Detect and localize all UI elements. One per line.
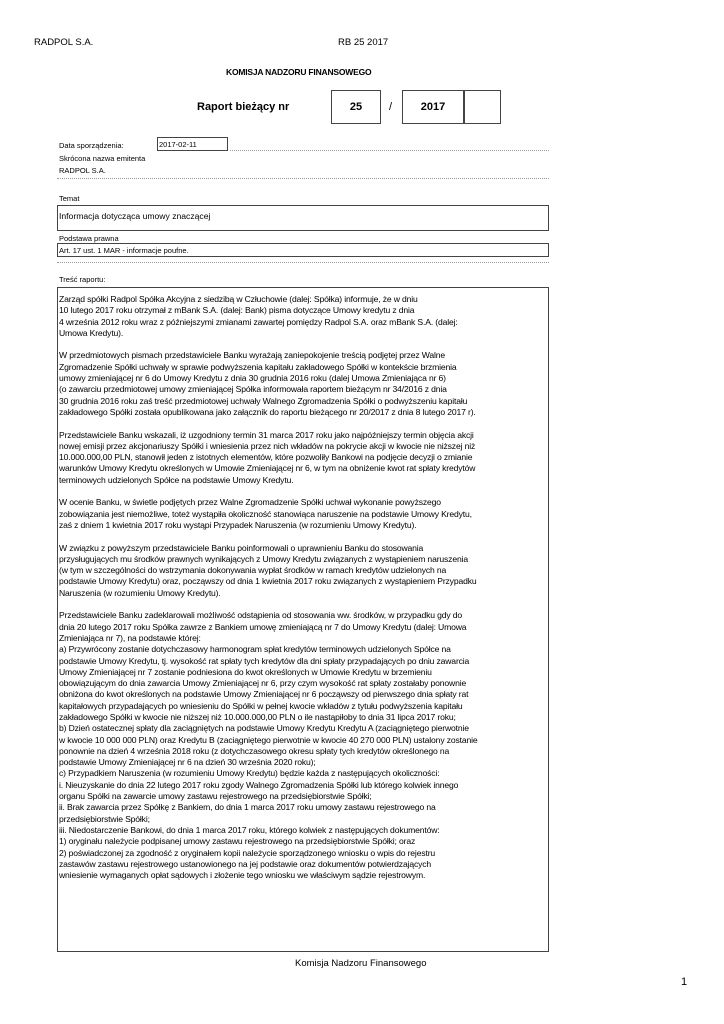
report-number: 25 [349,101,363,113]
report-year: 2017 [420,101,446,113]
issuer-value: RADPOL S.A. [59,166,106,175]
divider [230,150,549,151]
date-value: 2017-02-11 [159,140,197,149]
content-box [57,287,549,952]
header-report-code: RB 25 2017 [338,37,389,48]
date-box [157,137,228,151]
report-number-box [331,90,381,124]
report-extra-box [464,90,501,124]
header-company: RADPOL S.A. [34,37,94,48]
content-paragraph: W ocenie Banku, w świetle podjętych przez Walne Zgromadzenie Spółki uchwał wykonanie powyższego zobowiązania jest niemożliwe, toteż wystąpiła okoliczność stanowiąca naruszenie na podstawie Umowy Kredytu, zaś z dniem 1 kwietnia 2017 roku wystąpi Przypadek Naruszenia (w rozumieniu Umowy Kredytu). [59,497,472,530]
page-number: 1 [681,976,688,988]
report-year-box [402,90,464,124]
report-label: Raport bieżący nr [197,101,290,113]
footer-authority: Komisja Nadzoru Finansowego [295,958,427,969]
legal-basis-box [57,243,549,257]
report-separator: / [389,101,393,113]
subject-label: Temat [59,194,80,203]
content-paragraph: W związku z powyższym przedstawiciele Banku poinformowali o uprawnieniu Banku do stosowania przysługujących mu środków prawnych wynikających z Umowy Kredytu związanych z wystąpieniem naruszenia (w tym w szczególności do wstrzymania dokonywania wypłat środków w ramach kredytów udzielonych na podstawie Umowy Kredytu) oraz, począwszy od dnia 1 kwietnia 2017 roku związanych z wystąpieniem Przypadku Naruszenia (w rozumieniu Umowy Kredytu). [59,542,477,598]
content-paragraph: Przedstawiciele Banku zadeklarowali możliwość odstąpienia od stosowania ww. środków, w przypadku gdy do dnia 20 lutego 2017 roku Spółka zawrze z Bankiem umowę zmieniającą nr 7 do Umowy Kredytu (dalej: Umowa Zmieniająca nr 7), na podstawie której: a) Przywrócony zostanie dotychczasowy harmonogram spłat kredytów terminowych udzielonych Spółce na podstawie Umowy Kredytu, tj. wysokość rat spłaty tych kredytów dla dni spłaty przypadających po dniu zawarcia Umowy Zmieniającej nr 7 zostanie podniesiona do kwot określonych w Umowie Kredytu w brzemieniu obowiązującym do dnia zawarcia Umowy Zmieniającej nr 6, przy czym wysokość rat spłaty zostałaby ponownie obniżona do kwot określonych na podstawie Umowy Zmieniającej nr 6 począwszy od pierwszego dnia spłaty rat kapitałowych przypadających po wniesieniu do Spółki w pełnej kwocie wkładów z tytułu podwyższenia kapitału zakładowego Spółki w kwocie nie niższej niż 10.000.000,00 PLN o ile nastąpiłoby to dnia 31 lipca 2017 roku; b) Dzień ostatecznej spłaty dla zaciągniętych na podstawie Umowy Kredytu Kredytu A (zaciągniętego pierwotnie w kwocie 10 000 000 PLN) oraz Kredytu B (zaciągniętego pierwotnie w kwocie 40 270 000 PLN) ustalony zostanie ponownie na dzień 4 września 2018 roku (z dotychczasowego okresu spłaty tych kredytów określonego na podstawie Umowy Zmieniającej nr 6 na dzień 30 września 2020 roku); c) Przypadkiem Naruszenia (w rozumieniu Umowy Kredytu) będzie każda z następujących okoliczności: i. Nieuzyskanie do dnia 22 lutego 2017 roku zgody Walnego Zgromadzenia Spółki lub którego kolwiek innego organu Spółki na zawarcie umowy zastawu rejestrowego na przedsiębiorstwie Spółki; ii. Brak zawarcia przez Spółkę z Bankiem, do dnia 1 marca 2017 roku umowy zastawu rejestrowego na przedsiębiorstwie Spółki; iii. Niedostarczenie Bankowi, do dnia 1 marca 2017 roku, którego kolwiek z następujących dokumentów: 1) oryginału należycie podpisanej umowy zastawu rejestrowego na przedsiębiorstwie Spółki; oraz 2) poświadczonej za zgodność z oryginałem kopii należycie sporządzonego wniosku o wpis do rejestru zastawów zastawu rejestrowego ustanowionego na jej podstawie oraz dokumentów potwierdzających wniesienie wymaganych opłat sądowych i złożenie tego wniosku we właściwym sądzie rejestrowym. [59,610,478,881]
issuer-label: Skrócona nazwa emitenta [59,154,146,163]
subject-box [57,205,549,231]
content-label: Treść raportu: [59,275,106,284]
divider [57,262,549,263]
legal-basis-label: Podstawa prawna [59,234,119,243]
content-paragraph: Zarząd spółki Radpol Spółka Akcyjna z siedzibą w Człuchowie (dalej: Spółka) informuje, że w dniu 10 lutego 2017 roku otrzymał z mBank S.A. (dalej: Bank) pisma dotyczące Umowy kredytu z dnia 4 września 2012 roku wraz z późniejszymi zmianami zawartej pomiędzy Radpol S.A. oraz mBank S.A. (dalej: Umowa Kredytu). [59,294,458,338]
legal-basis-value: Art. 17 ust. 1 MAR - informacje poufne. [59,246,189,255]
authority-title: KOMISJA NADZORU FINANSOWEGO [226,67,372,77]
content-paragraph: Przedstawiciele Banku wskazali, iż uzgodniony termin 31 marca 2017 roku jako najpóźniejszy termin objęcia akcji nowej emisji przez akcjonariuszy Spółki i wniesienia przez nich wkładów na pokrycie akcji w kwocie nie niższej niż 10.000.000,00 PLN, stanowił jeden z istotnych elementów, które pozwoliły Bankowi na podjęcie decyzji o zmianie warunków Umowy Kredytu określonych w Umowie Zmieniającej nr 6, w tym na obniżenie kwot rat spłaty kredytów terminowych udzielonych Spółce na podstawie Umowy Kredytu. [59,429,476,485]
content-body [58,288,548,881]
divider [57,178,549,179]
content-paragraph: W przedmiotowych pismach przedstawiciele Banku wyrażają zaniepokojenie treścią podjętej przez Walne Zgromadzenie Spółki uchwały w sprawie podwyższenia kapitału zakładowego Spółki w kontekście brzmienia umowy zmieniającej nr 6 do Umowy Kredytu z dnia 30 grudnia 2016 roku (dalej Umowa Zmieniająca nr 6) (o zawarciu przedmiotowej umowy zmieniającej Spółka informowała raportem bieżącym nr 34/2016 z dnia 30 grudnia 2016 roku zaś treść przedmiotowej uchwały Walnego Zgromadzenia Spółki o podwyższeniu kapitału zakładowego Spółki została opublikowana jako załącznik do raportu bieżącego nr 20/2017 z dnia 8 lutego 2017 r). [59,350,476,417]
date-label: Data sporządzenia: [59,141,124,150]
subject-value: Informacja dotycząca umowy znaczącej [59,211,211,221]
